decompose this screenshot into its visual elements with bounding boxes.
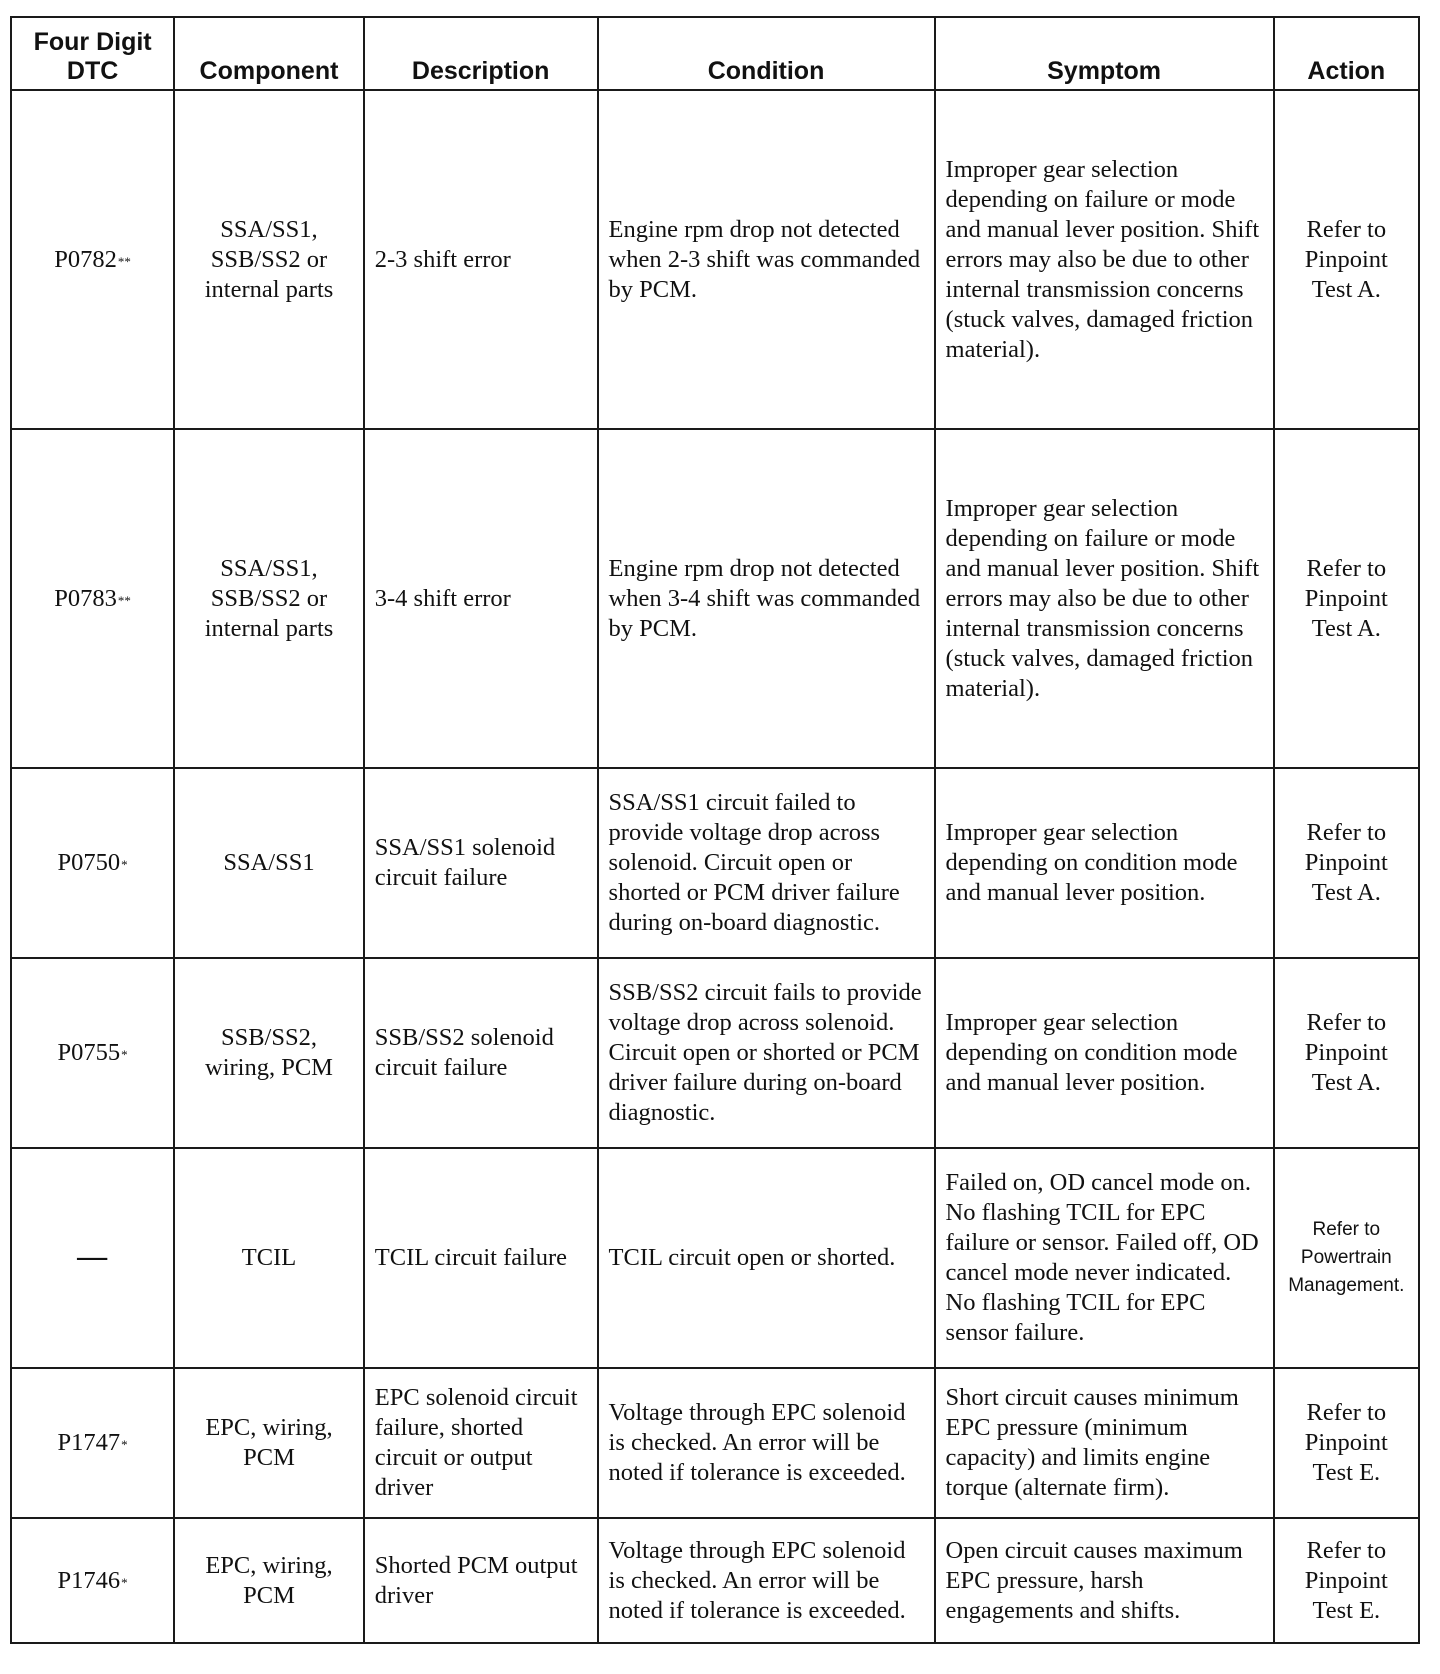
- description-cell: 2-3 shift error: [364, 90, 598, 429]
- action-cell: Refer to Pinpoint Test E.: [1274, 1518, 1419, 1643]
- condition-cell: TCIL circuit open or shorted.: [598, 1148, 935, 1368]
- component-cell: SSA/SS1, SSB/SS2 or internal parts: [174, 90, 364, 429]
- header-description: Description: [364, 17, 598, 90]
- footnote-mark: *: [121, 857, 128, 872]
- symptom-cell: Improper gear selection depending on failure or mode and manual lever position. Shift errors may also be due to other internal transmission concerns (stuck valves, damaged friction material).: [935, 90, 1274, 429]
- table-row: [11, 768, 1419, 958]
- action-cell: Refer to Pinpoint Test A.: [1274, 768, 1419, 958]
- action-cell: Refer to Pinpoint Test A.: [1274, 429, 1419, 768]
- symptom-cell: Short circuit causes minimum EPC pressure (minimum capacity) and limits engine torque (alternate firm).: [935, 1368, 1274, 1518]
- dtc-code: P0750: [57, 849, 121, 876]
- description-cell: SSA/SS1 solenoid circuit failure: [364, 768, 598, 958]
- symptom-cell: Improper gear selection depending on condition mode and manual lever position.: [935, 768, 1274, 958]
- dtc-code: P1747: [57, 1429, 121, 1456]
- symptom-cell: Improper gear selection depending on failure or mode and manual lever position. Shift errors may also be due to other internal transmission concerns (stuck valves, damaged friction material).: [935, 429, 1274, 768]
- description-cell: SSB/SS2 solenoid circuit failure: [364, 958, 598, 1148]
- header-row: [11, 17, 1419, 90]
- condition-cell: Voltage through EPC solenoid is checked. An error will be noted if tolerance is exceeded.: [598, 1518, 935, 1643]
- dtc-code: P0755: [57, 1039, 121, 1066]
- table-row: [11, 1368, 1419, 1518]
- description-cell: Shorted PCM output driver: [364, 1518, 598, 1643]
- dtc-table: [10, 16, 1420, 1644]
- dtc-code: P1746: [57, 1566, 121, 1594]
- component-cell: TCIL: [174, 1148, 364, 1368]
- description-cell: EPC solenoid circuit failure, shorted circuit or output driver: [364, 1368, 598, 1518]
- header-component: Component: [174, 17, 364, 90]
- component-cell: SSA/SS1: [174, 768, 364, 958]
- header-code: Four Digit DTC: [11, 17, 174, 90]
- condition-cell: SSB/SS2 circuit fails to provide voltage drop across solenoid. Circuit open or shorted or PCM driver failure during on-board diagnostic.: [598, 958, 935, 1148]
- dtc-code: —: [77, 1240, 108, 1273]
- footnote-mark: *: [121, 1574, 128, 1590]
- condition-cell: Voltage through EPC solenoid is checked. An error will be noted if tolerance is exceeded.: [598, 1368, 935, 1518]
- condition-cell: SSA/SS1 circuit failed to provide voltage drop across solenoid. Circuit open or shorted or PCM driver failure during on-board diagnostic.: [598, 768, 935, 958]
- dtc-code-cell: [11, 768, 174, 958]
- symptom-cell: Improper gear selection depending on condition mode and manual lever position.: [935, 958, 1274, 1148]
- condition-cell: Engine rpm drop not detected when 3-4 shift was commanded by PCM.: [598, 429, 935, 768]
- table-row: [11, 958, 1419, 1148]
- description-cell: 3-4 shift error: [364, 429, 598, 768]
- dtc-code-cell: [11, 429, 174, 768]
- action-cell: Refer to Pinpoint Test A.: [1274, 90, 1419, 429]
- component-cell: EPC, wiring, PCM: [174, 1368, 364, 1518]
- footnote-mark: **: [117, 592, 131, 608]
- footnote-mark: **: [117, 253, 131, 269]
- condition-cell: Engine rpm drop not detected when 2-3 shift was commanded by PCM.: [598, 90, 935, 429]
- dtc-code-cell: [11, 1148, 174, 1368]
- component-cell: SSA/SS1, SSB/SS2 or internal parts: [174, 429, 364, 768]
- table-row: [11, 429, 1419, 768]
- dtc-code: P0783: [54, 584, 117, 612]
- component-cell: EPC, wiring, PCM: [174, 1518, 364, 1643]
- dtc-code-cell: [11, 1518, 174, 1643]
- header-symptom: Symptom: [935, 17, 1274, 90]
- table-row: [11, 90, 1419, 429]
- symptom-cell: Open circuit causes maximum EPC pressure, harsh engagements and shifts.: [935, 1518, 1274, 1643]
- symptom-cell: Failed on, OD cancel mode on. No flashing TCIL for EPC failure or sensor. Failed off, OD cancel mode never indicated. No flashing TCIL for EPC sensor failure.: [935, 1148, 1274, 1368]
- footnote-mark: *: [121, 1047, 128, 1062]
- table-row: [11, 1518, 1419, 1643]
- dtc-code-cell: [11, 1368, 174, 1518]
- description-cell: TCIL circuit failure: [364, 1148, 598, 1368]
- action-cell: Refer to Powertrain Management.: [1274, 1148, 1419, 1368]
- dtc-code-cell: [11, 90, 174, 429]
- footnote-mark: *: [121, 1437, 128, 1452]
- action-cell: Refer to Pinpoint Test A.: [1274, 958, 1419, 1148]
- dtc-code-cell: [11, 958, 174, 1148]
- dtc-code: P0782: [54, 245, 117, 273]
- action-cell: Refer to Pinpoint Test E.: [1274, 1368, 1419, 1518]
- header-action: Action: [1274, 17, 1419, 90]
- header-condition: Condition: [598, 17, 935, 90]
- table-row: [11, 1148, 1419, 1368]
- component-cell: SSB/SS2, wiring, PCM: [174, 958, 364, 1148]
